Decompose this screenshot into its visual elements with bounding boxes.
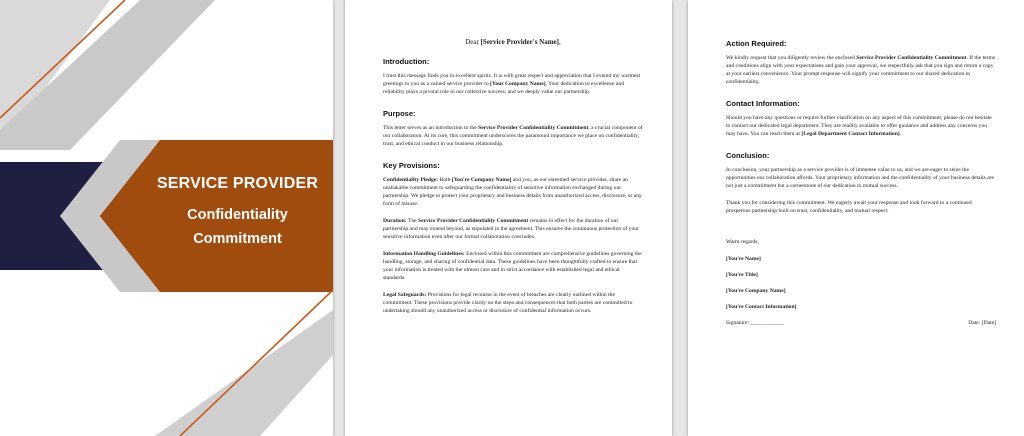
closing-title: [You're Title] — [726, 272, 758, 278]
purpose-text-a: This letter serves as an introduction to the — [383, 125, 479, 131]
duration-label: Duration: — [383, 218, 407, 224]
contact-text-a: Should you have any questions or require further clarification on any aspect of this commitment, please do not hesitate to contact our dedicated legal department. They are readily available to offer guidance and address any concerns you may have. You can reach them at — [726, 115, 992, 137]
contact-heading: Contact Information: — [726, 99, 800, 108]
conclusion-paragraph-1: In conclusion, your partnership as a service provider is of immense value to us, and we are eager to seize the opportunities our collaboration affords. Your proprietary information and the confidentiality of your business details are not just a commitment but a cornerstone of our dedication to mutual success. — [726, 167, 995, 189]
purpose-paragraph — [383, 124, 643, 148]
letter-page-2 — [688, 0, 1024, 436]
contact-bold: [Legal Department Contact Information] — [801, 131, 900, 137]
salutation-name: [Service Provider's Name] — [480, 38, 559, 46]
introduction-paragraph — [383, 72, 643, 96]
legal-label: Legal Safeguards: — [383, 292, 427, 298]
legal-paragraph — [383, 291, 643, 315]
action-bold: Service Provider Confidentiality Commitment — [856, 55, 967, 61]
conclusion-heading: Conclusion: — [726, 151, 770, 160]
legal-text: Provisions for legal recourse in the event of breaches are clearly outlined within the commitment. These provisions provide clarity on the steps and consequences that both parties are committed to undertaking should any unauthorized access or disclosure of confidential information occurs. — [383, 292, 633, 314]
salutation-suffix: , — [559, 38, 561, 46]
cover-title: SERVICE PROVIDER — [156, 175, 319, 192]
salutation-prefix: Dear — [465, 38, 481, 46]
purpose-heading: Purpose: — [383, 109, 416, 118]
action-text-a: We kindly request that you diligently review the enclosed — [726, 55, 857, 61]
handling-label: Information Handling Guidelines: — [383, 251, 465, 257]
action-heading: Action Required: — [726, 39, 787, 48]
signature-blank: ____________ — [750, 320, 784, 326]
signature-label: Signature: — [726, 320, 751, 326]
contact-paragraph — [726, 114, 996, 138]
date-field: Date: [Date] — [968, 320, 996, 326]
closing-name: [You're Name] — [726, 256, 761, 262]
pledge-label: Confidentiality Pledge: — [383, 177, 439, 183]
action-text-b: . If the terms and conditions align with your expectations and gain your approval, we respectfully ask that you sign and return a copy at your earliest convenience. Your prompt response will signify your commitment to our shared dedication to confidentiality. — [726, 55, 996, 85]
letter-body-2 — [726, 40, 996, 327]
signature-line — [726, 319, 996, 327]
cover-subtitle-line1: Confidentiality — [187, 207, 288, 223]
introduction-company: [Your Company Name] — [490, 81, 546, 87]
letter-body-1 — [383, 38, 643, 324]
duration-bold: Service Provider Confidentiality Commitment — [418, 218, 529, 224]
closing-company: [You're Company Name] — [726, 288, 786, 294]
introduction-text-a: I trust this message finds you in excellent spirits. It is with great respect and appreciation that I extend my warmest greetings to you as a valued service provider to — [383, 73, 641, 87]
pledge-text-b: and you, as our esteemed service provider, share an unshakable commitment to safeguarding the confidentiality of sensitive information exchanged during our partnership. We pledge to protect your proprietary and business details from unauthorized access, disclosure, or any form of misuse. — [383, 177, 642, 207]
duration-paragraph — [383, 217, 643, 241]
cover-page — [0, 0, 333, 436]
duration-text-a: The — [406, 218, 419, 224]
conclusion-paragraph-2: Thank you for considering this commitment. We eagerly await your response and look forward to a continued prosperous partnership built on trust, confidentiality, and mutual respect. — [726, 200, 972, 214]
introduction-text-b: . Your dedication to excellence and reliability plays a pivotal role in our collective success, and we deeply value our partnership. — [383, 81, 625, 95]
signature-field — [726, 319, 784, 327]
handling-text: Enclosed within this commitment are comprehensive guidelines governing the handling, storage, and sharing of confidential data. These guidelines have been thoughtfully crafted to ensure that your information is treated with the utmost care and in strict accordance with established legal and ethical standards. — [383, 251, 642, 281]
closing-contact: [You're Contact Information] — [726, 304, 797, 310]
contact-text-b: . — [899, 131, 902, 137]
closing-regards: Warm regards, — [726, 239, 759, 245]
purpose-bold: Service Provider Confidentiality Commitment — [478, 125, 589, 131]
pledge-paragraph — [383, 176, 643, 208]
cover-subtitle-line2: Commitment — [193, 231, 282, 247]
introduction-heading: Introduction: — [383, 57, 430, 66]
pledge-text-a: Both — [438, 177, 452, 183]
key-provisions-heading: Key Provisions: — [383, 161, 440, 170]
letter-page-1 — [345, 0, 672, 436]
purpose-text-b: , a crucial component of our collaboration. At its core, this commitment underscores the paramount importance we place on confidentiality, trust, and ethical conduct in our business relationship. — [383, 125, 643, 147]
pledge-company: [You're Company Name] — [451, 177, 512, 183]
duration-text-b: remains in effect for the duration of our partnership and may extend beyond, as stipulated in the agreement. This ensures the continuous protection of your sensitive information even after our formal collaboration concludes. — [383, 218, 639, 240]
bottom-diagonal-stripe — [155, 310, 333, 436]
handling-paragraph — [383, 250, 643, 282]
action-paragraph — [726, 54, 996, 86]
salutation — [383, 38, 643, 46]
